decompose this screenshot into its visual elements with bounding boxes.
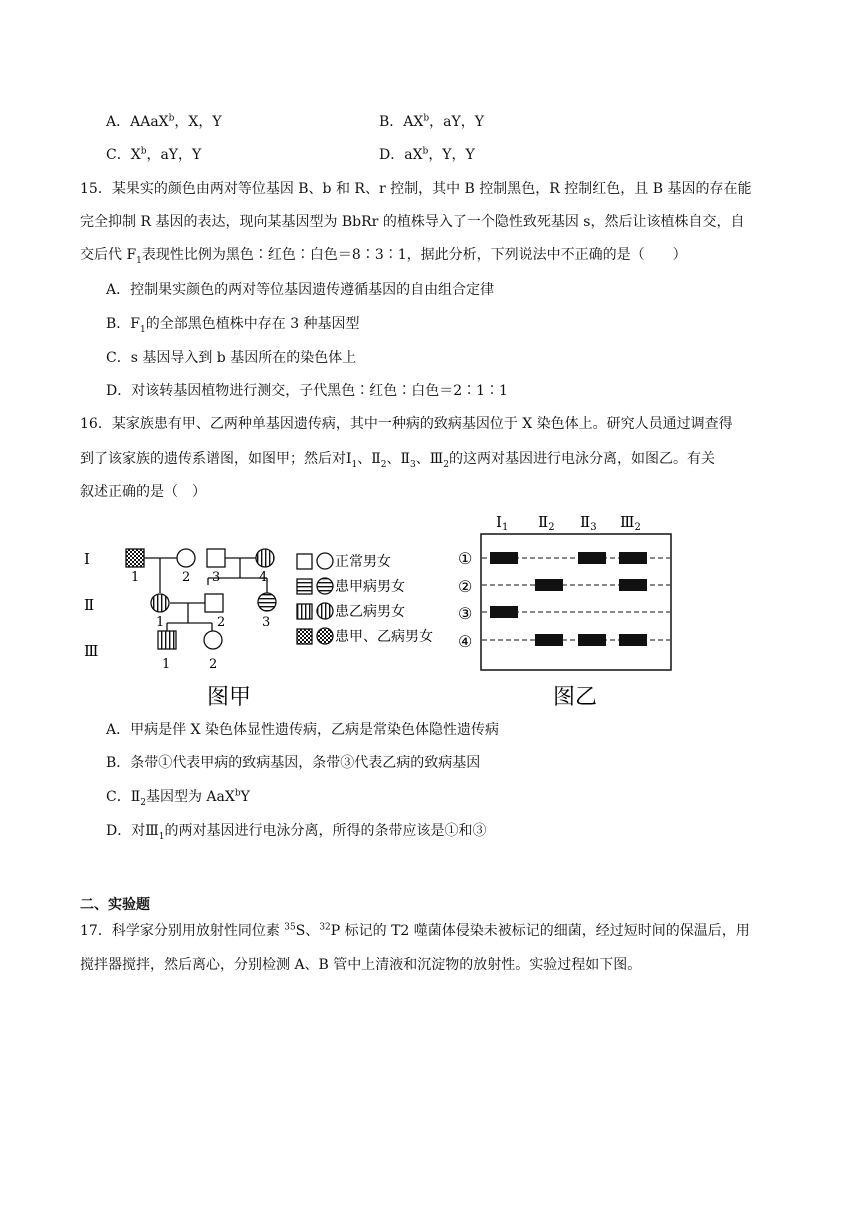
svg-text:Ⅲ2: $Ⅲ_2$ <box>620 513 641 533</box>
pedigree-number: 3 <box>212 570 221 585</box>
pedigree-gen-label-3: Ⅲ <box>84 642 99 660</box>
legend-normal-male-icon <box>297 554 312 569</box>
q15-stem-line-2: 完全抑制 R 基因的表达，现向某基因型为 BbRr 的植株导入了一个隐性致死基因 s，然后让该植株自交，自 <box>80 214 745 230</box>
legend-both-male-icon <box>297 629 312 644</box>
gel-band-label-3: ③ <box>458 604 473 623</box>
legend-b-female-icon <box>317 603 333 619</box>
pedigree-iii1-affected-b-male <box>158 631 176 649</box>
q16-stem-line-1: 16．某家族患有甲、乙两种单基因遗传病，其中一种病的致病基因位于 X 染色体上。研究人员通过调查得 <box>80 416 733 432</box>
gel-band-label-2: ② <box>458 577 473 596</box>
q14-option-b: B．$AX^b$，aY，Y <box>379 113 484 130</box>
gel-band <box>490 552 518 564</box>
gel-band <box>619 552 647 564</box>
q16-option-a: A．甲病是伴 X 染色体显性遗传病，乙病是常染色体隐性遗传病 <box>106 722 499 738</box>
section-title: 二、实验题 <box>80 897 150 913</box>
svg-text:Ⅱ2: $Ⅱ_2$ <box>538 513 555 533</box>
q16-stem-line-3: 叙述正确的是（ ） <box>80 484 206 500</box>
pedigree-number: 2 <box>182 570 191 585</box>
q16-figure <box>0 505 860 720</box>
pedigree-number: 1 <box>162 657 171 672</box>
q16-option-c: C．$Ⅱ_2$基因型为 AaX$^b$Y <box>106 788 250 808</box>
legend-a-female-icon <box>317 578 333 594</box>
q15-stem-line-1: 15．某果实的颜色由两对等位基因 B、b 和 R、r 控制，其中 B 控制黑色，R 控制红色，且 B 基因的存在能 <box>80 181 752 197</box>
legend-label-both: 患甲、乙病男女 <box>335 629 433 645</box>
legend-a-male-icon <box>297 579 312 594</box>
legend-label-normal: 正常男女 <box>335 554 391 570</box>
q15-option-d: D．对该转基因植物进行测交，子代黑色∶红色∶白色＝2∶1∶1 <box>106 383 508 399</box>
q16-stem-line-2: 到了该家族的遗传系谱图，如图甲；然后对$Ⅰ_1$、$Ⅱ_2$、$Ⅱ_3$、$Ⅲ_2$的这两对基因进行电泳分离，如图乙。有关 <box>80 451 716 470</box>
svg-text:Ⅰ1: $Ⅰ_1$ <box>496 513 509 533</box>
q15-stem-line-3: 交后代 $F_1$表现性比例为黑色∶红色∶白色＝8∶3∶1，据此分析，下列说法中不正确的是（ ） <box>80 247 687 266</box>
pedigree-ii3-affected-a-female <box>258 593 276 611</box>
pedigree-ii2-normal-male <box>205 594 223 612</box>
q14-option-a: A．AAaX$^b$，X，Y <box>106 113 222 130</box>
gel-band <box>619 634 647 646</box>
q15-option-c: C．s 基因导入到 b 基因所在的染色体上 <box>106 350 357 366</box>
q16-option-d: D．对$Ⅲ_1$的两对基因进行电泳分离，所得的条带应该是①和③ <box>106 823 487 842</box>
pedigree-number: 2 <box>217 615 226 630</box>
pedigree-ii1-affected-b-female <box>151 594 169 612</box>
pedigree-gen-label-1: Ⅰ <box>84 550 90 568</box>
gel-band <box>578 634 606 646</box>
pedigree-i4-affected-b-female <box>256 549 274 567</box>
gel-caption: 图乙 <box>553 685 598 710</box>
gel-band <box>490 606 518 618</box>
pedigree-number: 3 <box>262 615 271 630</box>
pedigree-number: 1 <box>156 615 165 630</box>
pedigree-number: 4 <box>259 570 268 585</box>
q14-option-c: C．$X^b$，aY，Y <box>106 146 202 163</box>
legend-label-b: 患乙病男女 <box>335 604 405 620</box>
pedigree-iii2-normal-female <box>204 631 222 649</box>
gel-band <box>535 634 563 646</box>
q17-stem-line-1: 17．科学家分别用放射性同位素 $^{35}$S、$^{32}$P 标记的 T2 噬菌体侵染未被标记的细菌，经过短时间的保温后，用 <box>80 922 750 939</box>
pedigree-i2-normal-female <box>177 549 195 567</box>
q17-stem-line-2: 搅拌器搅拌，然后离心，分别检测 A、B 管中上清液和沉淀物的放射性。实验过程如下图。 <box>80 957 642 973</box>
pedigree-gen-label-2: Ⅱ <box>84 596 95 614</box>
q15-option-b: B．$F_1$的全部黑色植株中存在 3 种基因型 <box>106 316 360 335</box>
legend-both-female-icon <box>317 628 333 644</box>
q16-option-b: B．条带①代表甲病的致病基因，条带③代表乙病的致病基因 <box>106 755 481 771</box>
legend-label-a: 患甲病男女 <box>335 579 405 595</box>
pedigree-i3-normal-male <box>207 549 225 567</box>
q15-option-a: A．控制果实颜色的两对等位基因遗传遵循基因的自由组合定律 <box>106 282 495 298</box>
legend-b-male-icon <box>297 604 312 619</box>
gel-lane-headers <box>496 513 641 533</box>
pedigree-number: 2 <box>209 657 218 672</box>
gel-band <box>578 552 606 564</box>
gel-band-label-4: ④ <box>458 632 473 651</box>
gel-band <box>535 579 563 591</box>
legend-normal-female-icon <box>317 553 333 569</box>
pedigree-number: 1 <box>131 570 140 585</box>
svg-text:Ⅱ3: $Ⅱ_3$ <box>580 513 597 533</box>
pedigree-i1-affected-both-male <box>126 549 144 567</box>
q14-option-d: D．$aX^b$，Y，Y <box>379 146 475 163</box>
gel-band-label-1: ① <box>458 549 473 568</box>
gel-band <box>619 579 647 591</box>
pedigree-caption: 图甲 <box>207 685 252 710</box>
